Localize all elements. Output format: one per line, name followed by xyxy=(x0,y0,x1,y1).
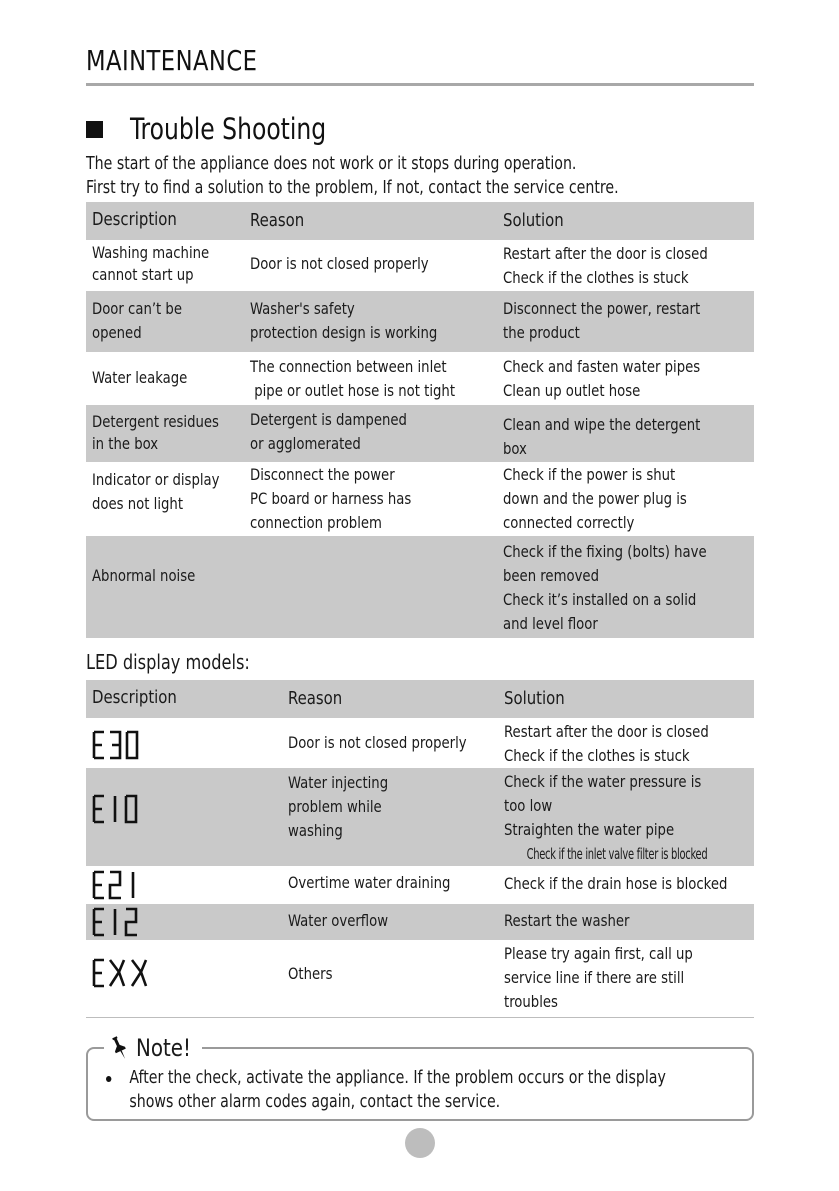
text-line: Detergent residues xyxy=(92,412,219,431)
section-title: MAINTENANCE xyxy=(86,44,258,77)
text-line: service line if there are still xyxy=(504,968,685,987)
segment-code-e21 xyxy=(90,870,150,900)
text-line: shows other alarm codes again, contact the service. xyxy=(129,1092,501,1112)
segment-code-label xyxy=(86,866,87,867)
row-solution xyxy=(503,463,687,535)
text-line: Clean and wipe the detergent xyxy=(503,415,701,434)
text-line: and level floor xyxy=(503,614,598,633)
table-row xyxy=(86,536,754,638)
text-line: Door can’t be xyxy=(92,299,183,318)
table-row xyxy=(86,940,754,1018)
row-reason xyxy=(288,731,467,755)
text-line: in the box xyxy=(92,434,159,453)
text-line: PC board or harness has xyxy=(250,489,412,508)
row-reason xyxy=(250,252,429,276)
text-line: Door is not closed properly xyxy=(288,733,467,752)
text-line: or agglomerated xyxy=(250,434,361,453)
text-line: Check if the drain hose is blocked xyxy=(504,874,728,893)
text-line: Please try again first, call up xyxy=(504,944,693,963)
segment-code-label xyxy=(86,904,87,905)
square-bullet-icon xyxy=(86,121,103,138)
header-solution: Solution xyxy=(504,688,565,709)
text-line: Check it’s installed on a solid xyxy=(503,590,697,609)
text-line: the product xyxy=(503,323,580,342)
header-description: Description xyxy=(92,209,177,230)
row-solution xyxy=(503,242,708,290)
text-line: Disconnect the power xyxy=(250,465,395,484)
table-row xyxy=(86,462,754,536)
header-solution: Solution xyxy=(503,210,564,231)
text-line: down and the power plug is xyxy=(503,489,687,508)
text-line: cannot start up xyxy=(92,265,194,284)
table-row xyxy=(86,352,754,405)
row-reason xyxy=(288,962,333,986)
led-error-table xyxy=(86,680,754,1019)
text-line: problem while xyxy=(288,797,382,816)
text-line: washing xyxy=(288,821,343,840)
table-row xyxy=(86,904,754,940)
table-row xyxy=(86,718,754,768)
row-solution xyxy=(504,942,693,1014)
segment-code-e10 xyxy=(90,794,150,824)
row-solution xyxy=(503,540,707,636)
intro-line: First try to find a solution to the problem, If not, contact the service centre. xyxy=(86,178,619,198)
row-description xyxy=(92,297,182,345)
row-reason xyxy=(250,297,437,345)
bullet-icon xyxy=(106,1076,111,1082)
segment-code-exx xyxy=(90,958,156,988)
table-row xyxy=(86,405,754,462)
row-reason xyxy=(250,408,407,456)
text-line: Straighten the water pipe xyxy=(504,820,675,839)
text-line: Indicator or display xyxy=(92,470,220,489)
text-line: does not light xyxy=(92,494,184,513)
text-line: Washer's safety xyxy=(250,299,355,318)
row-reason xyxy=(250,355,455,403)
text-line: pipe or outlet hose is not tight xyxy=(250,381,456,400)
row-reason xyxy=(250,463,411,535)
text-line: Check if the clothes is stuck xyxy=(503,268,689,287)
text-line: been removed xyxy=(503,566,599,585)
header-reason: Reason xyxy=(250,210,305,231)
troubleshooting-table xyxy=(86,202,754,638)
row-solution xyxy=(504,872,727,896)
segment-code-label xyxy=(86,768,87,769)
row-solution xyxy=(504,770,730,866)
segment-code-label xyxy=(86,940,87,941)
header-description: Description xyxy=(92,687,177,708)
text-line: Door is not closed properly xyxy=(250,254,429,273)
text-line: Check if the fixing (bolts) have xyxy=(503,542,707,561)
text-line: Check and fasten water pipes xyxy=(503,357,701,376)
text-line: Water injecting xyxy=(288,773,389,792)
header-reason: Reason xyxy=(288,688,343,709)
segment-code-e12 xyxy=(90,907,150,937)
intro-text xyxy=(86,152,619,200)
led-subtitle: LED display models: xyxy=(86,650,250,674)
text-line: Others xyxy=(288,964,333,983)
text-line: opened xyxy=(92,323,142,342)
text-line: connected correctly xyxy=(503,513,635,532)
text-line: After the check, activate the appliance. If the problem occurs or the display xyxy=(129,1068,666,1088)
row-description xyxy=(92,366,187,390)
table-row xyxy=(86,768,754,866)
text-line: Restart the washer xyxy=(504,911,630,930)
row-reason xyxy=(288,871,450,895)
text-line: troubles xyxy=(504,992,558,1011)
text-line: Restart after the door is closed xyxy=(504,722,709,741)
row-description xyxy=(92,564,195,588)
text-line: Check if the power is shut xyxy=(503,465,676,484)
table-header-row xyxy=(86,680,754,718)
table-row xyxy=(86,866,754,904)
text-line: Disconnect the power, restart xyxy=(503,299,701,318)
segment-code-e30 xyxy=(90,730,150,760)
segment-code-label xyxy=(86,718,87,719)
row-solution xyxy=(504,720,709,768)
note-title: Note! xyxy=(136,1034,191,1062)
table-row xyxy=(86,240,754,291)
text-line: Washing machine xyxy=(92,243,210,262)
text-line: Restart after the door is closed xyxy=(503,244,708,263)
text-line: Clean up outlet hose xyxy=(503,381,641,400)
pushpin-icon xyxy=(110,1035,130,1061)
row-description xyxy=(92,242,209,286)
text-line: Abnormal noise xyxy=(92,566,196,585)
row-solution xyxy=(503,413,700,461)
row-reason xyxy=(288,909,388,933)
row-description xyxy=(92,411,219,455)
table-row xyxy=(86,291,754,352)
text-line: Check if the inlet valve filter is blocked xyxy=(526,845,708,863)
note-text xyxy=(106,1066,666,1114)
row-description xyxy=(92,468,219,516)
row-solution xyxy=(503,297,700,345)
row-solution xyxy=(503,355,700,403)
text-line: Check if the clothes is stuck xyxy=(504,746,690,765)
text-line: Water overflow xyxy=(288,911,389,930)
page-marker xyxy=(405,1128,435,1158)
text-line: box xyxy=(503,439,527,458)
table-bottom-rule xyxy=(86,1017,754,1018)
text-line: Overtime water draining xyxy=(288,873,451,892)
text-line: Check if the water pressure is xyxy=(504,772,702,791)
intro-line: The start of the appliance does not work or it stops during operation. xyxy=(86,154,577,174)
text-line: Detergent is dampened xyxy=(250,410,407,429)
text-line: The connection between inlet xyxy=(250,357,447,376)
text-line: too low xyxy=(504,796,553,815)
row-reason xyxy=(288,771,388,843)
text-line: protection design is working xyxy=(250,323,438,342)
section-rule xyxy=(86,83,754,86)
row-solution xyxy=(504,909,630,933)
page-subtitle: Trouble Shooting xyxy=(130,112,327,146)
table-header-row xyxy=(86,202,754,240)
text-line: Water leakage xyxy=(92,368,188,387)
note-heading xyxy=(104,1032,202,1064)
text-line: connection problem xyxy=(250,513,382,532)
